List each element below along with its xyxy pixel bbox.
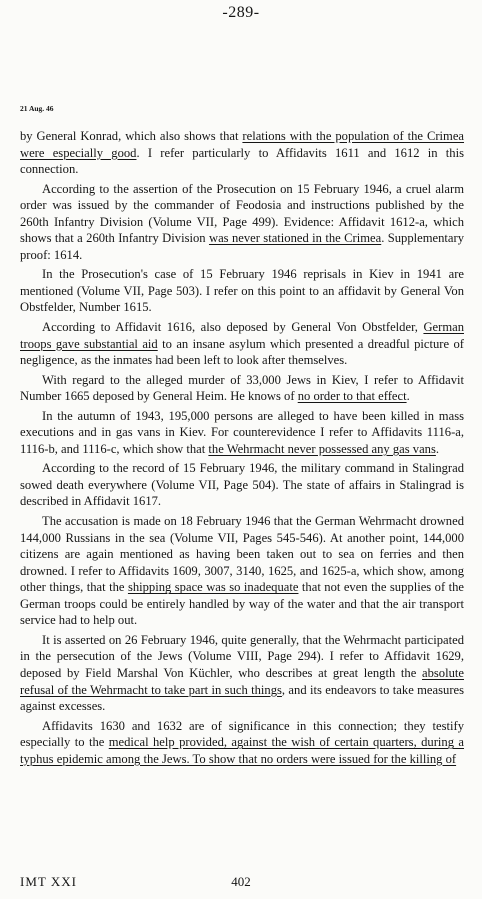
- text-segment: .: [406, 389, 410, 404]
- text-segment: . I refer particularly to Affidavits 1611 and 1612 in this connection.: [20, 145, 464, 177]
- underlined-text: absolute refusal of the Wehrmacht to take part in such things: [20, 665, 464, 697]
- paragraph: [20, 632, 464, 715]
- underlined-text: no order to that effect: [297, 389, 407, 404]
- paragraph: [20, 128, 464, 178]
- text-segment: that not even the supplies of the German troops could be entirely handled by way of the water and that the air transport service had to help out.: [20, 580, 464, 628]
- paragraph: [20, 513, 464, 629]
- text-segment: to an insane asylum which presented a dreadful picture of negligence, as the inmates had been left to look after themselves.: [20, 336, 464, 368]
- paragraph: [20, 266, 464, 316]
- footer-volume: IMT XXI: [20, 874, 77, 889]
- paragraph: [20, 319, 464, 369]
- text-segment: According to the assertion of the Prosecution on 15 February 1946, a cruel alarm order was issued by the commander of Feodosia and instructions published by the 260th Infantry Division (Volume VII, Page 499). Evidence: Affidavit 1612-a, which shows that a 260th Infantry Division: [20, 181, 464, 246]
- underlined-text: was never stationed in the Crimea: [208, 231, 382, 246]
- paragraph: [20, 460, 464, 510]
- paragraph: [20, 372, 464, 405]
- text-segment: . Supplementary proof: 1614.: [20, 231, 465, 262]
- underlined-text: relations with the population of the Crimea were especially good: [20, 129, 465, 160]
- text-segment: In the Prosecution's case of 15 February 1946 reprisals in Kiev in 1941 are mentioned (Volume VII, Page 503). I refer on this point to an affidavit by General Von Obstfelder, Number 1615.: [20, 267, 464, 315]
- date-mark: 21 Aug. 46: [20, 104, 54, 113]
- text-segment: According to the record of 15 February 1946, the military command in Stalingrad sowed death everywhere (Volume VII, Page 504). The state of affairs in Stalingrad is described in Affidavit 1617.: [20, 461, 464, 509]
- text-segment: In the autumn of 1943, 195,000 persons are alleged to have been killed in mass executions and in gas vans in Kiev. For counterevidence I refer to Affidavits 1116-a, 1116-b, and 1116-c, which show that: [20, 408, 464, 456]
- document-body: [20, 128, 464, 770]
- underlined-text: medical help provided, against the wish of certain quarters, during a typhus epidemic among the Jews. To show that no orders were issued for the killing of: [20, 735, 465, 766]
- paragraph: [20, 408, 464, 458]
- text-segment: Affidavits 1630 and 1632 are of significance in this connection; they testify especially to the: [20, 718, 464, 750]
- text-segment: It is asserted on 26 February 1946, quite generally, that the Wehrmacht participated in the persecution of the Jews (Volume VIII, Page 294). I refer to Affidavit 1629, deposed by Field Marshal Von Küchler, who describes at great length the: [20, 632, 464, 680]
- text-segment: , and its endeavors to take measures against excesses.: [20, 682, 464, 714]
- page-number: -289-: [222, 4, 260, 21]
- text-segment: .: [435, 441, 440, 456]
- underlined-text: shipping space was so inadequate: [127, 580, 299, 595]
- text-segment: According to Affidavit 1616, also deposed by General Von Obstfelder,: [42, 320, 424, 335]
- text-segment: by General Konrad, which also shows that: [20, 129, 243, 143]
- footer-page-number: 402: [231, 874, 251, 889]
- paragraph: [20, 718, 464, 768]
- underlined-text: the Wehrmacht never possessed any gas vans: [208, 441, 436, 456]
- paragraph: [20, 181, 464, 264]
- text-segment: With regard to the alleged murder of 33,000 Jews in Kiev, I refer to Affidavit Number 1665 deposed by General Heim. He knows of: [20, 372, 464, 404]
- text-segment: The accusation is made on 18 February 1946 that the German Wehrmacht drowned 144,000 Russians in the sea (Volume VII, Pages 545-546). At another point, 144,000 citizens are again mentioned as having been taken out to sea on ferries and then drowned. I refer to Affidavits 1609, 3007, 3140, 1625, and 1625-a, which show, among other things, that the: [20, 514, 464, 595]
- underlined-text: German troops gave substantial aid: [20, 320, 464, 351]
